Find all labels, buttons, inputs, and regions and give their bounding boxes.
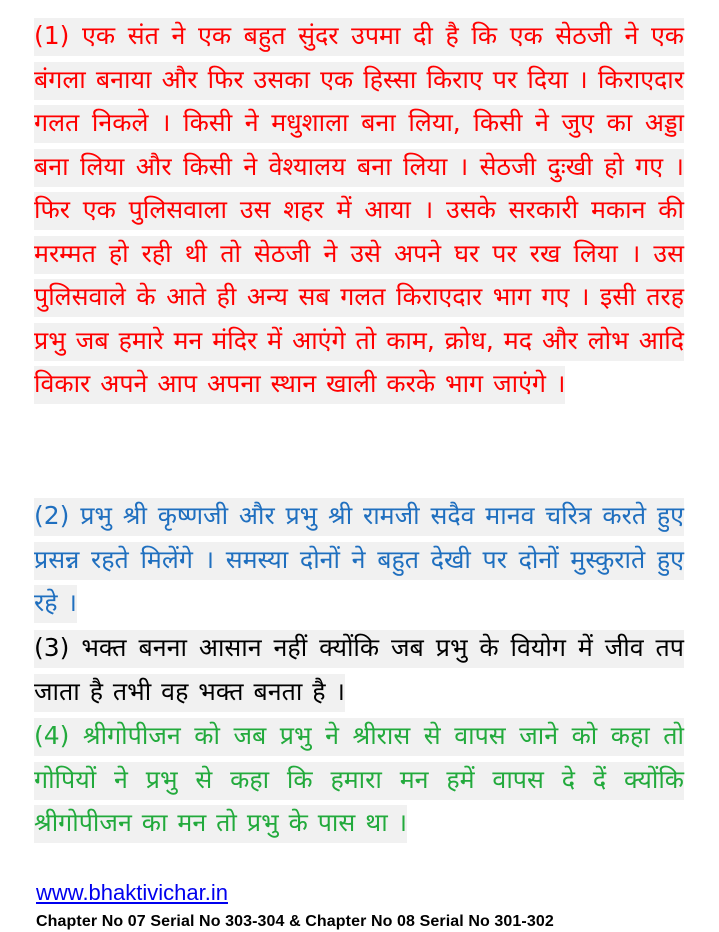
paragraph-3 xyxy=(34,626,684,713)
paragraph-1 xyxy=(34,14,684,406)
paragraph-4-text: (4) श्रीगोपीजन को जब प्रभु ने श्रीरास से वापस जाने को कहा तो गोपियों ने प्रभु से कहा कि हमारा मन हमें वापस दे दें क्योंकि श्रीगोपीजन का मन तो प्रभु के पास था । xyxy=(34,718,684,843)
paragraph-3-text: (3) भक्त बनना आसान नहीं क्योंकि जब प्रभु के वियोग में जीव तप जाता है तभी वह भक्त बनता है । xyxy=(34,630,684,712)
paragraph-2 xyxy=(34,494,684,625)
paragraph-4 xyxy=(34,714,684,845)
chapter-serial-footer: Chapter No 07 Serial No 303-304 & Chapter No 08 Serial No 301-302 xyxy=(36,913,554,930)
paragraph-2-text: (2) प्रभु श्री कृष्णजी और प्रभु श्री रामजी सदैव मानव चरित्र करते हुए प्रसन्न रहते मिलेंगे । समस्या दोनों ने बहुत देखी पर दोनों मुस्कुराते हुए रहे । xyxy=(34,498,684,623)
paragraph-1-text: (1) एक संत ने एक बहुत सुंदर उपमा दी है कि एक सेठजी ने एक बंगला बनाया और फिर उसका एक हिस्सा किराए पर दिया । किराएदार गलत निकले । किसी ने मधुशाला बना लिया, किसी ने जुए का अड्डा बना लिया और किसी ने वेश्यालय बना लिया । सेठजी दुःखी हो गए । फिर एक पुलिसवाला उस शहर में आया । उसके सरकारी मकान की मरम्मत हो रही थी तो सेठजी ने उसे अपने घर पर रख लिया । उस पुलिसवाले के आते ही अन्य सब गलत किराएदार भाग गए । इसी तरह प्रभु जब हमारे मन मंदिर में आएंगे तो काम, क्रोध, मद और लोभ आदि विकार अपने आप अपना स्थान खाली करके भाग जाएंगे । xyxy=(34,18,684,404)
website-link[interactable]: www.bhaktivichar.in xyxy=(36,880,228,905)
